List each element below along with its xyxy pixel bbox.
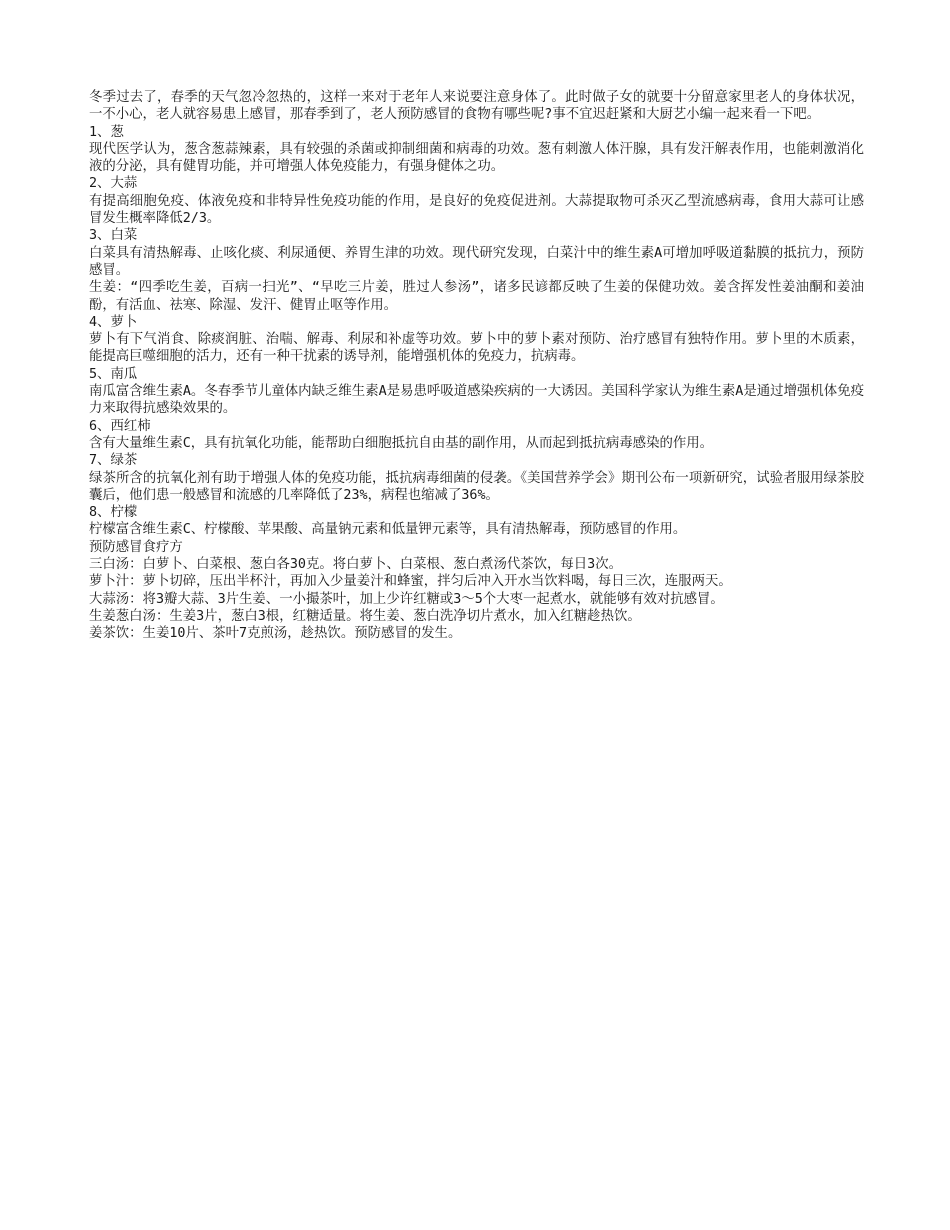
document-body [89,89,864,643]
heading-tomato: 6、西红柿 [89,418,151,434]
recipe-ginger-tea: 姜茶饮：生姜10片、茶叶7克煎汤，趁热饮。预防感冒的发生。 [89,626,462,642]
heading-cabbage: 3、白菜 [89,228,138,244]
heading-scallion: 1、葱 [89,124,124,140]
paragraph-scallion: 现代医学认为，葱含葱蒜辣素，具有较强的杀菌或抑制细菌和病毒的功效。葱有刺激人体汗腺，具有发汗解表作用，也能刺激消化液的分泌，具有健胃功能，并可增强人体免疫能力，有强身健体之功。 [89,141,864,175]
paragraph-tomato: 含有大量维生素C，具有抗氧化功能，能帮助白细胞抵抗自由基的副作用，从而起到抵抗病毒感染的作用。 [89,435,714,451]
recipe-ginger-scallion-soup: 生姜葱白汤：生姜3片，葱白3根，红糖适量。将生姜、葱白洗净切片煮水，加入红糖趁热饮。 [89,608,641,624]
heading-green-tea: 7、绿茶 [89,453,138,469]
recipe-garlic-soup: 大蒜汤：将3瓣大蒜、3片生姜、一小撮茶叶，加上少许红糖或3～5个大枣一起煮水，就能够有效对抗感冒。 [89,591,724,607]
paragraph-garlic: 有提高细胞免疫、体液免疫和非特异性免疫功能的作用，是良好的免疫促进剂。大蒜提取物可杀灭乙型流感病毒，食用大蒜可让感冒发生概率降低2/3。 [89,193,864,227]
heading-recipes: 预防感冒食疗方 [89,539,183,555]
heading-garlic: 2、大蒜 [89,176,138,192]
paragraph-cabbage: 白菜具有清热解毒、止咳化痰、利尿通便、养胃生津的功效。现代研究发现，白菜汁中的维生素A可增加呼吸道黏膜的抵抗力，预防感冒。 [89,245,864,278]
paragraph-green-tea: 绿茶所含的抗氧化剂有助于增强人体的免疫功能，抵抗病毒细菌的侵袭。《美国营养学会》期刊公布一项新研究，试验者服用绿茶胶囊后，他们患一般感冒和流感的几率降低了23%，病程也缩减了36%。 [89,470,864,503]
paragraph-ginger: 生姜：“四季吃生姜，百病一扫光”、“早吃三片姜，胜过人参汤”，诸多民谚都反映了生姜的保健功效。姜含挥发性姜油酮和姜油酚，有活血、祛寒、除湿、发汗、健胃止呕等作用。 [89,280,864,313]
paragraph-pumpkin: 南瓜富含维生素A。冬春季节儿童体内缺乏维生素A是易患呼吸道感染疾病的一大诱因。美国科学家认为维生素A是通过增强机体免疫力来取得抗感染效果的。 [89,384,864,417]
heading-lemon: 8、柠檬 [89,505,138,521]
recipe-radish-juice: 萝卜汁：萝卜切碎，压出半杯汁，再加入少量姜汁和蜂蜜，拌匀后冲入开水当饮料喝，每日三次，连服两天。 [89,574,732,590]
heading-radish: 4、萝卜 [89,314,138,330]
heading-pumpkin: 5、南瓜 [89,366,138,382]
intro-paragraph: 冬季过去了，春季的天气忽冷忽热的，这样一来对于老年人来说要注意身体了。此时做子女的就要十分留意家里老人的身体状况，一不小心，老人就容易患上感冒，那春季到了，老人预防感冒的食物有哪些呢?事不宜迟赶紧和大厨艺小编一起来看一下吧。 [89,90,864,123]
recipe-san-bai-tang: 三白汤：白萝卜、白菜根、葱白各30克。将白萝卜、白菜根、葱白煮汤代茶饮，每日3次。 [89,557,623,573]
paragraph-lemon: 柠檬富含维生素C、柠檬酸、苹果酸、高量钠元素和低量钾元素等，具有清热解毒，预防感冒的作用。 [89,522,687,538]
paragraph-radish: 萝卜有下气消食、除痰润脏、治喘、解毒、利尿和补虚等功效。萝卜中的萝卜素对预防、治疗感冒有独特作用。萝卜里的木质素，能提高巨噬细胞的活力，还有一种干扰素的诱导剂，能增强机体的免疫力，抗病毒。 [89,332,864,365]
